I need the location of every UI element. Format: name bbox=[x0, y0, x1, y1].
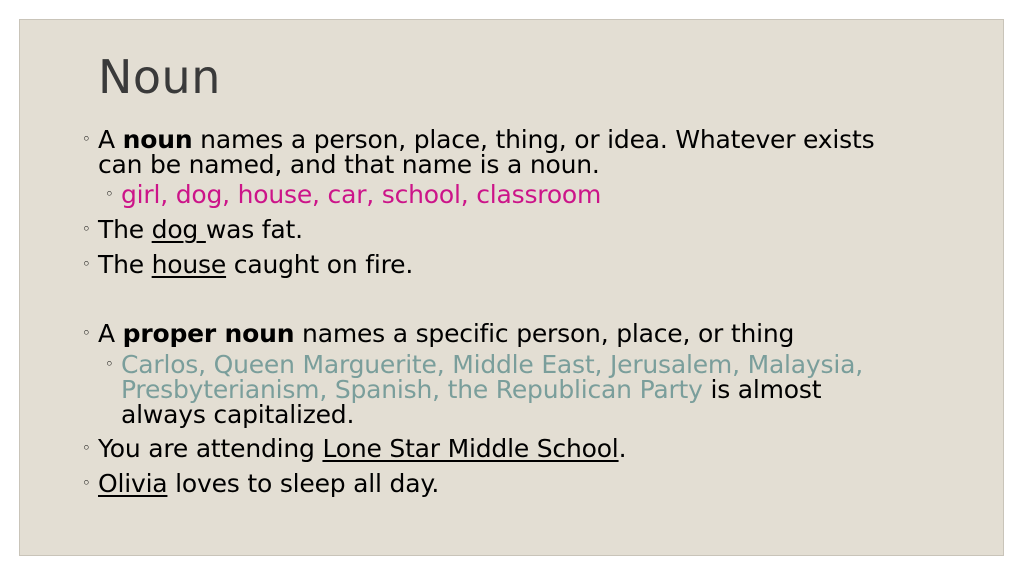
sub-bullet-proper-noun-line2 bbox=[121, 377, 821, 402]
underlined-noun: dog bbox=[151, 215, 206, 244]
underlined-proper-noun: Lone Star Middle School bbox=[322, 434, 619, 463]
sentence-pre: The bbox=[98, 250, 152, 279]
bullet-circle-icon: ◦ bbox=[105, 355, 114, 373]
bullet-text-pre: A bbox=[98, 125, 123, 154]
bullet-circle-icon: ◦ bbox=[82, 220, 91, 238]
sentence-pre: You are attending bbox=[98, 434, 323, 463]
bold-term: noun bbox=[122, 125, 193, 154]
bullet-circle-icon: ◦ bbox=[82, 255, 91, 273]
bullet-circle-icon: ◦ bbox=[82, 324, 91, 342]
bullet-circle-icon: ◦ bbox=[82, 474, 91, 492]
slide-title: Noun bbox=[98, 50, 221, 104]
bullet-circle-icon: ◦ bbox=[82, 439, 91, 457]
bullet-text-rest: names a specific person, place, or thing bbox=[294, 319, 795, 348]
bullet-olivia-sentence bbox=[82, 469, 440, 498]
bold-term: proper noun bbox=[122, 319, 295, 348]
sub-bullet-proper-noun-examples bbox=[105, 350, 863, 379]
underlined-proper-noun: Olivia bbox=[98, 469, 168, 498]
slide bbox=[19, 19, 1004, 556]
capitalization-note-end: always capitalized. bbox=[121, 400, 355, 429]
example-list-line1: Carlos, Queen Marguerite, Middle East, Jerusalem, Malaysia, bbox=[121, 350, 863, 379]
sentence-post: was fat. bbox=[205, 215, 303, 244]
bullet-house-sentence bbox=[82, 250, 414, 279]
example-list-line2: Presbyterianism, Spanish, the Republican Party bbox=[121, 375, 703, 404]
sub-bullet-proper-noun-line3 bbox=[121, 402, 354, 427]
bullet-text-continued: can be named, and that name is a noun. bbox=[98, 150, 600, 179]
bullet-proper-noun-definition bbox=[82, 319, 795, 348]
capitalization-note: is almost bbox=[702, 375, 822, 404]
bullet-school-sentence bbox=[82, 434, 627, 463]
sentence-post: caught on fire. bbox=[226, 250, 414, 279]
underlined-noun: house bbox=[151, 250, 227, 279]
sentence-post: loves to sleep all day. bbox=[167, 469, 440, 498]
bullet-text-rest: names a person, place, thing, or idea. Whatever exists bbox=[192, 125, 875, 154]
bullet-text-pre: A bbox=[98, 319, 123, 348]
bullet-circle-icon: ◦ bbox=[105, 185, 114, 203]
sentence-pre: The bbox=[98, 215, 152, 244]
sub-bullet-noun-examples bbox=[105, 180, 602, 209]
bullet-noun-definition-line2 bbox=[98, 152, 600, 177]
example-list: girl, dog, house, car, school, classroom bbox=[121, 180, 602, 209]
bullet-circle-icon: ◦ bbox=[82, 130, 91, 148]
bullet-noun-definition bbox=[82, 125, 875, 154]
bullet-dog-sentence bbox=[82, 215, 303, 244]
sentence-post: . bbox=[618, 434, 627, 463]
